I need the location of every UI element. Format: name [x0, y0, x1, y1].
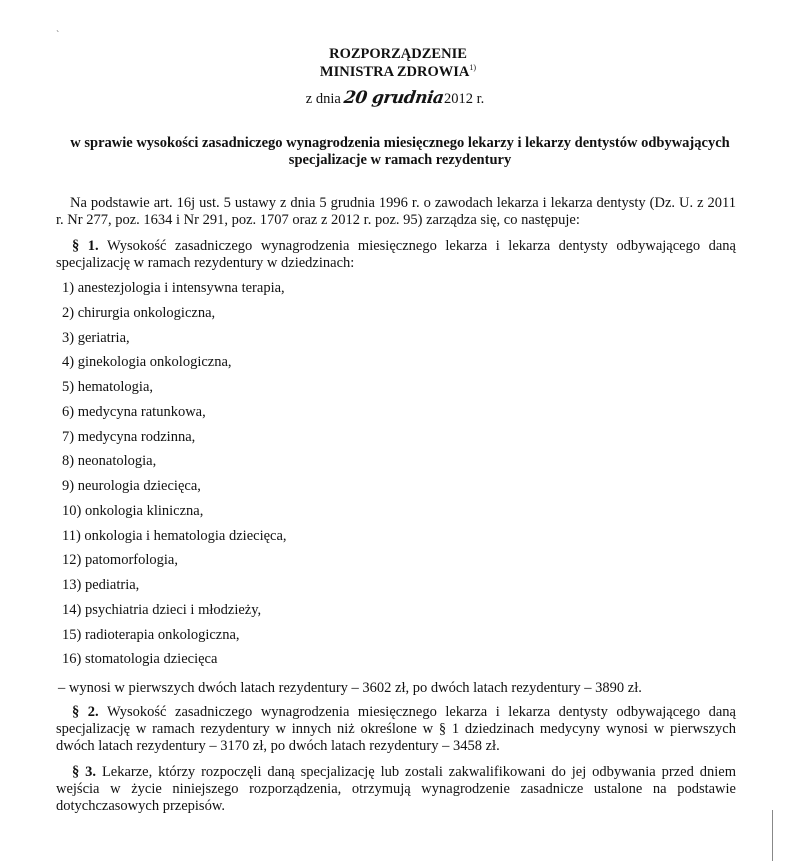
document-title: ROZPORZĄDZENIE — [329, 46, 467, 62]
list-item: 2) chirurgia onkologiczna, — [62, 304, 216, 321]
list-item: 9) neurologia dziecięca, — [62, 478, 201, 494]
date-prefix: z dnia — [305, 91, 341, 107]
list-item: 3) geriatria, — [62, 329, 130, 346]
section-2-text: Wysokość zasadniczego wynagrodzenia miesięcznego lekarza i lekarza dentysty odbywającego daną specjalizację w ramach rezydentury w innych niż określone w § 1 dziedzinach medycyny wynosi w pierwszych dwóch latach rezydentury – 3170 zł, po dwóch latach rezydentury – 3458 zł. — [56, 704, 736, 754]
scan-edge-line — [772, 810, 773, 861]
section-3-paragraph — [56, 764, 736, 815]
list-item: 15) radioterapia onkologiczna, — [62, 626, 240, 643]
list-item: 12) patomorfologia, — [62, 552, 178, 569]
issuer-text: MINISTRA ZDROWIA — [319, 63, 470, 80]
document-subject: w sprawie wysokości zasadniczego wynagrodzenia miesięcznego lekarzy i lekarzy dentystów odbywających specjalizacje w ramach rezydentury — [70, 135, 730, 168]
legal-basis-paragraph: Na podstawie art. 16j ust. 5 ustawy z dnia 5 grudnia 1996 r. o zawodach lekarza i lekarza dentysty (Dz. U. z 2011 r. Nr 277, poz. 1634 i Nr 291, poz. 1707 oraz z 2012 r. poz. 95) zarządza się, co następuje: — [56, 195, 736, 228]
list-item: 7) medycyna rodzinna, — [62, 428, 196, 445]
list-item: 4) ginekologia onkologiczna, — [62, 354, 232, 371]
section-1-mark: § 1. — [72, 238, 99, 254]
document-issuer — [0, 63, 788, 81]
section-2-mark: § 2. — [72, 704, 99, 720]
section-1-paragraph — [56, 238, 736, 272]
list-item: 11) onkologia i hematologia dziecięca, — [62, 527, 287, 544]
list-item: 16) stomatologia dziecięca — [62, 651, 218, 668]
list-item: 5) hematologia, — [62, 379, 154, 395]
list-item: 6) medycyna ratunkowa, — [62, 403, 206, 420]
section-3-text: Lekarze, którzy rozpoczęli daną specjalizację lub zostali zakwalifikowani do jej odbywania przed dniem wejścia w życie niniejszego rozporządzenia, otrzymują wynagrodzenie zasadnicze ustalone na podstawie dotychczasowych przepisów. — [56, 764, 736, 814]
list-item: 14) psychiatria dzieci i młodzieży, — [62, 601, 262, 618]
footnote-marker: 1) — [469, 63, 477, 72]
section-3-mark: § 3. — [72, 764, 97, 780]
list-item: 8) neonatologia, — [62, 453, 157, 470]
date-suffix: 2012 r. — [443, 91, 485, 107]
scan-speck: ˋ — [56, 30, 60, 41]
section-1-closing: – wynosi w pierwszych dwóch latach rezydentury – 3602 zł, po dwóch latach rezydentury – 3890 zł. — [58, 680, 642, 696]
list-item: 13) pediatria, — [62, 577, 140, 593]
handwritten-date: 20 grudnia — [343, 88, 446, 108]
list-item: 1) anestezjologia i intensywna terapia, — [62, 280, 285, 296]
list-item: 10) onkologia kliniczna, — [62, 502, 204, 519]
section-1-text: Wysokość zasadniczego wynagrodzenia miesięcznego lekarza i lekarza dentysty odbywającego daną specjalizację w ramach rezydentury w dziedzinach: — [56, 238, 736, 271]
specialization-list — [62, 280, 287, 676]
document-date — [0, 88, 788, 108]
section-2-paragraph — [56, 704, 736, 755]
